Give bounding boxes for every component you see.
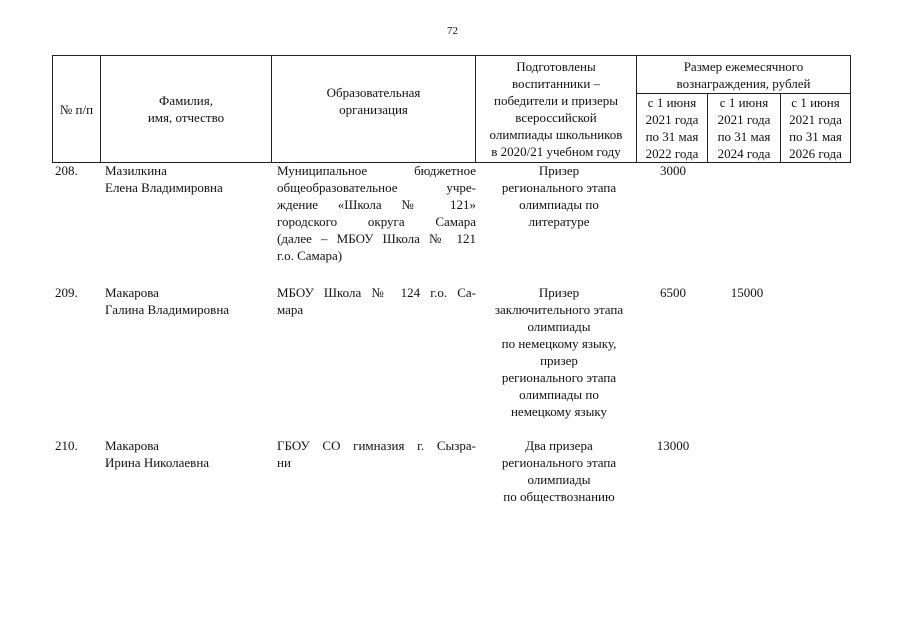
row-org: Муниципальное бюджетное общеобразовательное учре- ждение «Школа № 121» городского округа Самара (далее – МБОУ Школа № 121 г.о. Самара): [277, 163, 476, 263]
row-number: 209.: [55, 285, 78, 300]
header-period-2026: с 1 июня 2021 года по 31 мая 2026 года: [781, 94, 851, 163]
row-name: Макарова Галина Владимировна: [105, 285, 230, 317]
row-name: Макарова Ирина Николаевна: [105, 438, 210, 470]
row-reward-2024: 15000: [730, 285, 764, 300]
row-number: 208.: [55, 163, 78, 178]
header-reward: Размер ежемесячного вознаграждения, рублей: [637, 56, 851, 94]
row-reward-2022: 13000: [656, 438, 690, 453]
page-number: 72: [447, 25, 458, 37]
header-num: № п/п: [53, 56, 101, 163]
row-number: 210.: [55, 438, 78, 453]
table-header: [52, 55, 851, 163]
header-period-2024: с 1 июня 2021 года по 31 мая 2024 года: [708, 94, 781, 163]
row-achievement: Призер регионального этапа олимпиады по литературе: [501, 163, 617, 229]
row-org: ГБОУ СО гимназия г. Сызра- ни: [277, 438, 476, 470]
row-achievement: Призер заключительного этапа олимпиады по немецкому языку, призер регионального этапа олимпиады по немецкому языку: [494, 285, 624, 419]
row-reward-2022: 6500: [660, 285, 686, 300]
row-achievement: Два призера регионального этапа олимпиады по обществознанию: [501, 438, 617, 504]
header-period-2022: с 1 июня 2021 года по 31 мая 2022 года: [637, 94, 708, 163]
row-reward-2022: 3000: [660, 163, 686, 178]
row-name: Мазилкина Елена Владимировна: [105, 163, 223, 195]
header-name: Фамилия, имя, отчество: [101, 56, 272, 163]
header-achievement: Подготовлены воспитанники – победители и призеры всероссийской олимпиады школьников в 2020/21 учебном году: [476, 56, 637, 163]
header-org: Образовательная организация: [272, 56, 476, 163]
row-org: МБОУ Школа № 124 г.о. Са- мара: [277, 285, 476, 317]
